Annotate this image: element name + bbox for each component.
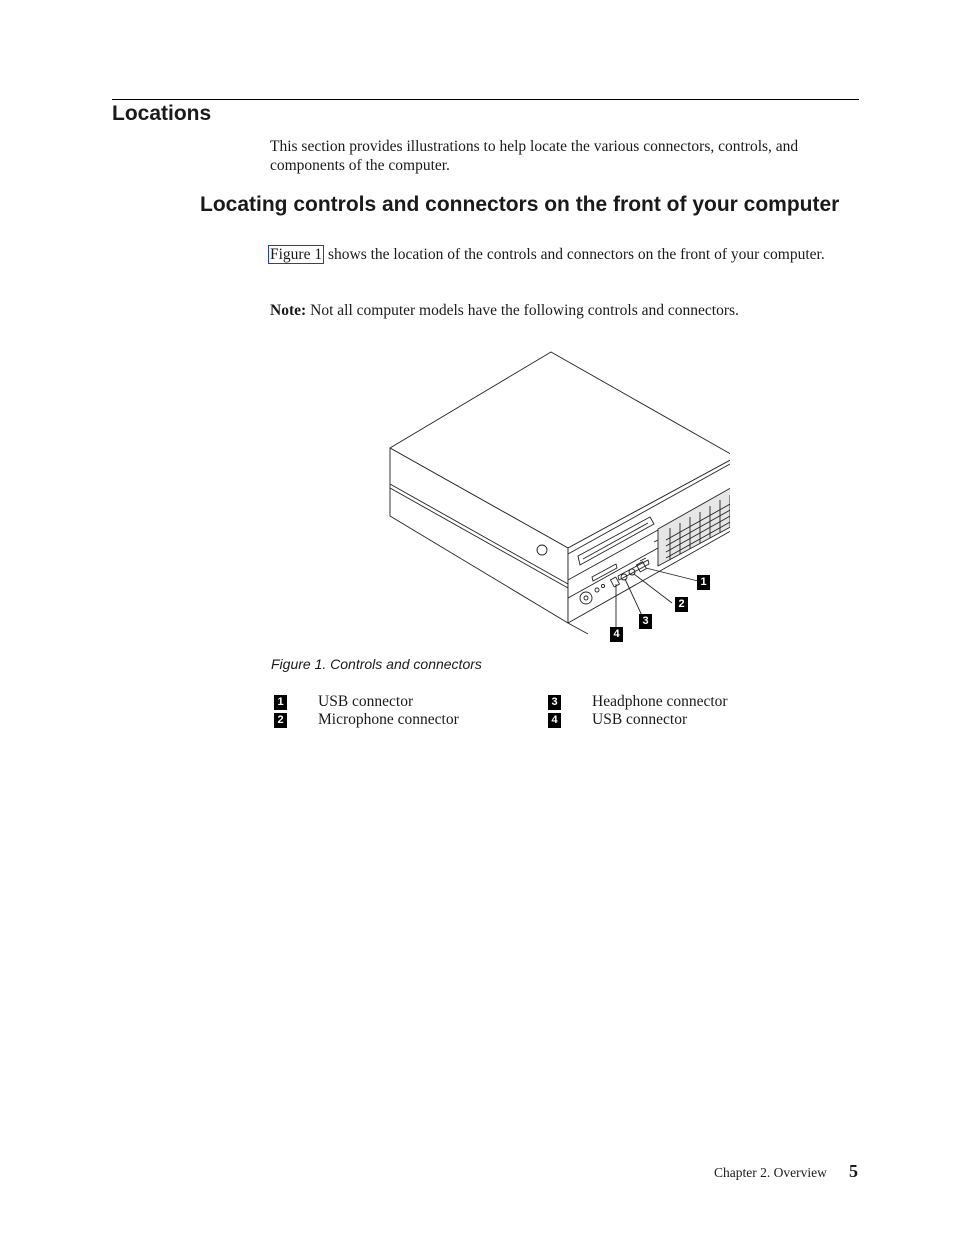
note	[270, 301, 845, 320]
page-number: 5	[849, 1161, 858, 1181]
footer-chapter: Chapter 2. Overview	[714, 1165, 827, 1180]
legend-label-3: Headphone connector	[592, 693, 728, 710]
callout-3-badge: 3	[639, 614, 652, 629]
figure-caption: Figure 1. Controls and connectors	[271, 656, 482, 672]
legend-label-4: USB connector	[592, 711, 688, 728]
section-title: Locations	[112, 102, 212, 125]
legend-label-1: USB connector	[318, 693, 414, 710]
figure-reference-paragraph	[270, 245, 840, 264]
callout-2-badge: 2	[675, 597, 688, 612]
subsection-title: Locating controls and connectors on the front of your computer	[200, 193, 840, 216]
note-text: Not all computer models have the following controls and connectors.	[310, 302, 739, 319]
callout-1-badge: 1	[697, 575, 710, 590]
callout-4-badge: 4	[610, 627, 623, 642]
legend-label-2: Microphone connector	[318, 711, 459, 728]
section-rule	[112, 99, 859, 100]
paragraph-text: shows the location of the controls and connectors on the front of your computer.	[324, 246, 825, 263]
note-label: Note:	[270, 302, 307, 319]
legend-badge-3: 3	[548, 695, 561, 710]
figure-1-link[interactable]: Figure 1	[270, 246, 323, 263]
legend-badge-4: 4	[548, 713, 561, 728]
legend-badge-2: 2	[274, 713, 287, 728]
intro-paragraph: This section provides illustrations to help locate the various connectors, controls, and components of the computer.	[270, 138, 799, 174]
legend-badge-1: 1	[274, 695, 287, 710]
